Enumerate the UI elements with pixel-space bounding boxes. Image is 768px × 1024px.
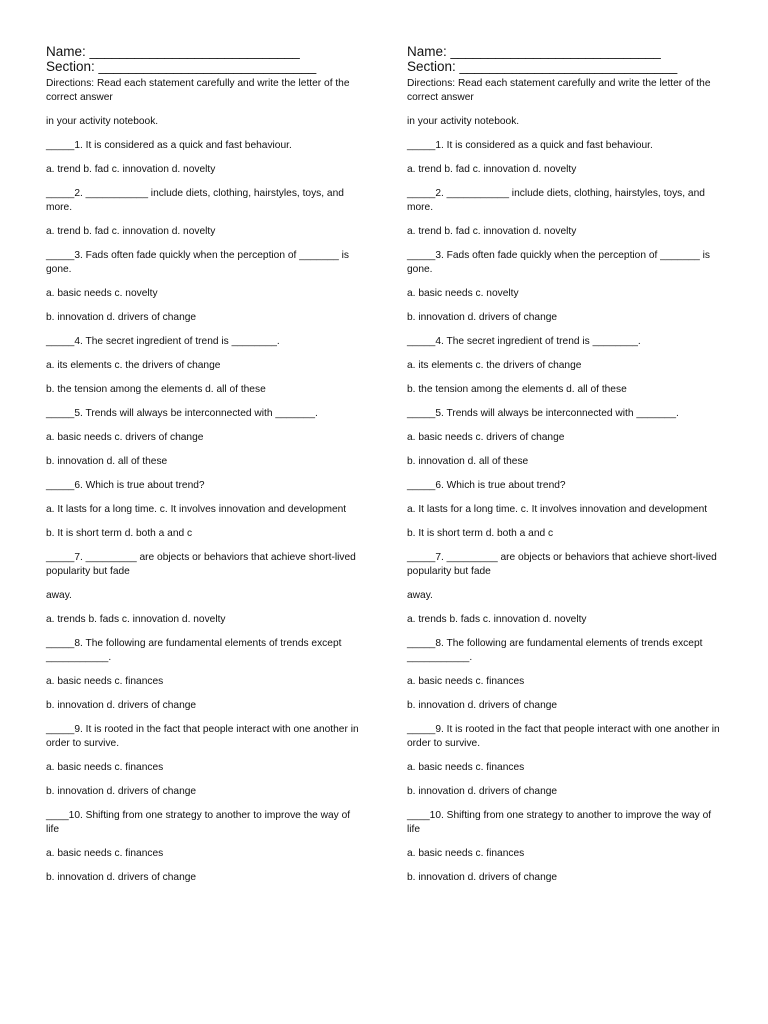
answer-choices: b. It is short term d. both a and c bbox=[407, 528, 554, 539]
answer-choices: a. basic needs c. finances bbox=[46, 762, 164, 773]
question-text: _____9. It is rooted in the fact that people interact with one another in order to survive. bbox=[407, 724, 720, 749]
answer-choices: b. innovation d. all of these bbox=[407, 456, 529, 467]
worksheet-column-right bbox=[407, 44, 725, 885]
directions-text: Directions: Read each statement carefully and write the letter of the correct answer bbox=[407, 78, 711, 103]
answer-choices: a. basic needs c. drivers of change bbox=[46, 432, 204, 443]
question-text: _____7. _________ are objects or behaviors that achieve short-lived popularity but fade bbox=[407, 552, 717, 577]
answer-choices: b. innovation d. drivers of change bbox=[46, 786, 197, 797]
section-line: Section: _____________________________ bbox=[46, 59, 317, 74]
question-text: _____7. _________ are objects or behaviors that achieve short-lived popularity but fade bbox=[46, 552, 356, 577]
answer-choices: a. trends b. fads c. innovation d. novelty bbox=[46, 614, 226, 625]
directions-notebook-text: in your activity notebook. bbox=[46, 116, 159, 127]
answer-choices: away. bbox=[46, 590, 72, 601]
question-text: _____3. Fads often fade quickly when the perception of _______ is gone. bbox=[407, 250, 711, 275]
answer-choices: b. innovation d. drivers of change bbox=[407, 700, 558, 711]
answer-choices: a. basic needs c. finances bbox=[46, 676, 164, 687]
answer-choices: a. trends b. fads c. innovation d. novelty bbox=[407, 614, 587, 625]
question-text: _____5. Trends will always be interconnected with _______. bbox=[46, 408, 318, 419]
question-text: _____1. It is considered as a quick and fast behaviour. bbox=[407, 140, 653, 151]
question-text: ____10. Shifting from one strategy to another to improve the way of life bbox=[46, 810, 351, 835]
question-text: _____8. The following are fundamental elements of trends except ___________. bbox=[46, 638, 342, 663]
directions-text: Directions: Read each statement carefully and write the letter of the correct answer bbox=[46, 78, 350, 103]
answer-choices: b. the tension among the elements d. all of these bbox=[407, 384, 627, 395]
answer-choices: b. innovation d. drivers of change bbox=[407, 872, 558, 883]
question-text: _____9. It is rooted in the fact that people interact with one another in order to survive. bbox=[46, 724, 359, 749]
question-text: _____1. It is considered as a quick and fast behaviour. bbox=[46, 140, 292, 151]
answer-choices: b. the tension among the elements d. all of these bbox=[46, 384, 266, 395]
question-text: _____8. The following are fundamental elements of trends except ___________. bbox=[407, 638, 703, 663]
answer-choices: a. It lasts for a long time. c. It involves innovation and development bbox=[46, 504, 347, 515]
question-text: _____2. ___________ include diets, clothing, hairstyles, toys, and more. bbox=[407, 188, 705, 213]
answer-choices: b. innovation d. drivers of change bbox=[46, 700, 197, 711]
answer-choices: a. trend b. fad c. innovation d. novelty bbox=[407, 226, 577, 237]
question-text: ____10. Shifting from one strategy to another to improve the way of life bbox=[407, 810, 712, 835]
answer-choices: a. basic needs c. finances bbox=[407, 762, 525, 773]
name-line: Name: ____________________________ bbox=[407, 44, 661, 59]
question-text: _____4. The secret ingredient of trend is ________. bbox=[407, 336, 641, 347]
section-line: Section: _____________________________ bbox=[407, 59, 678, 74]
answer-choices: b. It is short term d. both a and c bbox=[46, 528, 193, 539]
answer-choices: a. its elements c. the drivers of change bbox=[407, 360, 582, 371]
answer-choices: b. innovation d. all of these bbox=[46, 456, 168, 467]
answer-choices: a. trend b. fad c. innovation d. novelty bbox=[407, 164, 577, 175]
answer-choices: b. innovation d. drivers of change bbox=[407, 312, 558, 323]
answer-choices: a. It lasts for a long time. c. It involves innovation and development bbox=[407, 504, 708, 515]
answer-choices: a. its elements c. the drivers of change bbox=[46, 360, 221, 371]
question-text: _____2. ___________ include diets, clothing, hairstyles, toys, and more. bbox=[46, 188, 344, 213]
answer-choices: a. basic needs c. novelty bbox=[46, 288, 158, 299]
answer-choices: a. basic needs c. novelty bbox=[407, 288, 519, 299]
question-text: _____5. Trends will always be interconnected with _______. bbox=[407, 408, 679, 419]
answer-choices: a. trend b. fad c. innovation d. novelty bbox=[46, 226, 216, 237]
answer-choices: b. innovation d. drivers of change bbox=[407, 786, 558, 797]
answer-choices: a. trend b. fad c. innovation d. novelty bbox=[46, 164, 216, 175]
question-text: _____3. Fads often fade quickly when the perception of _______ is gone. bbox=[46, 250, 350, 275]
question-text: _____6. Which is true about trend? bbox=[407, 480, 566, 491]
answer-choices: b. innovation d. drivers of change bbox=[46, 872, 197, 883]
question-text: _____4. The secret ingredient of trend is ________. bbox=[46, 336, 280, 347]
answer-choices: a. basic needs c. drivers of change bbox=[407, 432, 565, 443]
answer-choices: a. basic needs c. finances bbox=[407, 848, 525, 859]
answer-choices: a. basic needs c. finances bbox=[46, 848, 164, 859]
answer-choices: a. basic needs c. finances bbox=[407, 676, 525, 687]
worksheet-column-left bbox=[46, 44, 364, 885]
directions-notebook-text: in your activity notebook. bbox=[407, 116, 520, 127]
name-line: Name: ____________________________ bbox=[46, 44, 300, 59]
answer-choices: b. innovation d. drivers of change bbox=[46, 312, 197, 323]
question-text: _____6. Which is true about trend? bbox=[46, 480, 205, 491]
answer-choices: away. bbox=[407, 590, 433, 601]
